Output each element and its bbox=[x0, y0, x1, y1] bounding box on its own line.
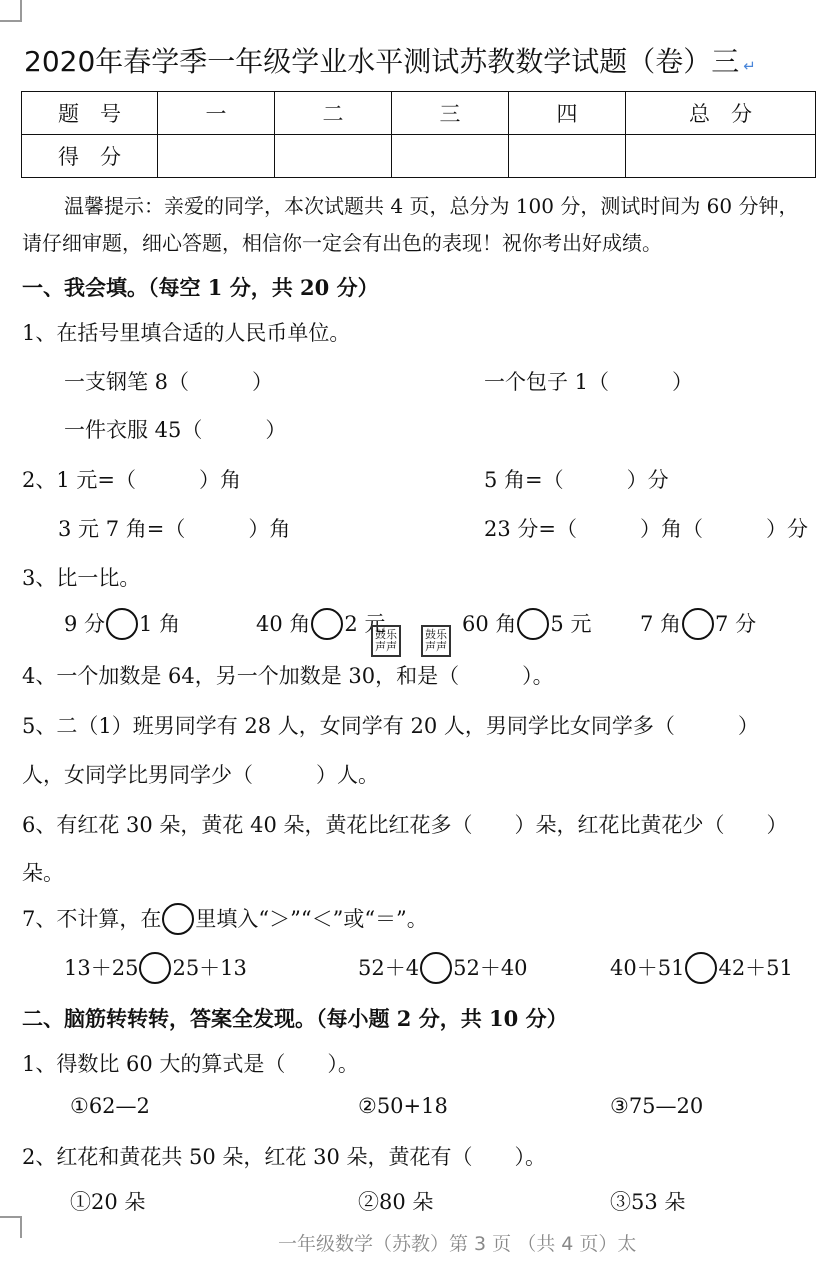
s1-q7-stem-a: 7、不计算，在 bbox=[22, 907, 162, 931]
score-blank[interactable] bbox=[275, 135, 392, 178]
stamp-seal: 鼓乐 声声 bbox=[421, 625, 451, 657]
exam-title bbox=[24, 40, 756, 80]
answer-circle[interactable] bbox=[311, 608, 343, 640]
answer-circle[interactable] bbox=[420, 952, 452, 984]
stamp-seal-2 bbox=[421, 625, 451, 657]
calc-right: 52＋40 bbox=[453, 956, 528, 980]
s2-q2-option[interactable]: ③53 朵 bbox=[610, 1190, 686, 1214]
score-cell-part1: 一 bbox=[158, 92, 275, 135]
answer-circle[interactable] bbox=[139, 952, 171, 984]
answer-circle[interactable] bbox=[682, 608, 714, 640]
calc-left: 52＋4 bbox=[358, 956, 420, 980]
calc-right: 25＋13 bbox=[172, 956, 247, 980]
intro-line-1: 温馨提示：亲爱的同学，本次试题共 4 页，总分为 100 分，测试时间为 60 分钟， bbox=[64, 194, 799, 218]
s1-q3-stem: 3、比一比。 bbox=[22, 566, 141, 590]
score-cell-part2: 二 bbox=[275, 92, 392, 135]
s1-q2-d: 23 分=（ ）角（ ）分 bbox=[484, 517, 808, 541]
score-blank[interactable] bbox=[509, 135, 626, 178]
calc-compare-item bbox=[358, 952, 528, 986]
s2-q2-option[interactable]: ①20 朵 bbox=[70, 1190, 146, 1214]
score-cell-total: 总 分 bbox=[626, 92, 816, 135]
compare-left: 40 角 bbox=[256, 612, 311, 636]
answer-circle[interactable] bbox=[106, 608, 138, 640]
return-mark: ↵ bbox=[743, 57, 756, 75]
s1-q2-b: 5 角=（ ）分 bbox=[484, 468, 669, 492]
answer-circle[interactable] bbox=[517, 608, 549, 640]
s1-q1-b: 一个包子 1（ ） bbox=[484, 370, 694, 394]
s2-q1-option[interactable]: ③75—20 bbox=[610, 1094, 704, 1118]
compare-left: 7 角 bbox=[640, 612, 682, 636]
s1-q7-stem bbox=[22, 903, 428, 937]
s2-q1-option[interactable]: ①62—2 bbox=[70, 1094, 150, 1118]
compare-item bbox=[256, 608, 385, 642]
compare-item bbox=[462, 608, 591, 642]
answer-circle[interactable] bbox=[685, 952, 717, 984]
compare-left: 9 分 bbox=[64, 612, 106, 636]
score-blank[interactable] bbox=[158, 135, 275, 178]
calc-left: 40＋51 bbox=[610, 956, 685, 980]
s1-q6-line1: 6、有红花 30 朵，黄花 40 朵，黄花比红花多（ ）朵，红花比黄花少（ ） bbox=[22, 813, 788, 837]
compare-right: 7 分 bbox=[715, 612, 757, 636]
s1-q2-a: 2、1 元=（ ）角 bbox=[22, 468, 241, 492]
score-table-score-row bbox=[22, 135, 816, 178]
compare-right: 1 角 bbox=[139, 612, 181, 636]
score-cell-part3: 三 bbox=[392, 92, 509, 135]
s1-q1-c: 一件衣服 45（ ） bbox=[64, 418, 287, 442]
s1-q1-a: 一支钢笔 8（ ） bbox=[64, 370, 274, 394]
intro-line-2: 请仔细审题，细心答题，相信你一定会有出色的表现！祝你考出好成绩。 bbox=[22, 231, 662, 255]
compare-item bbox=[64, 608, 180, 642]
page-footer: 一年级数学（苏教）第 3 页 （共 4 页）太 bbox=[278, 1233, 637, 1255]
s1-q7-stem-b: 里填入“＞”“＜”或“＝”。 bbox=[195, 907, 428, 931]
calc-left: 13＋25 bbox=[64, 956, 139, 980]
circle-symbol bbox=[162, 903, 194, 935]
exam-title-text: 2020年春学季一年级学业水平测试苏教数学试题（卷）三 bbox=[24, 45, 740, 78]
s1-q6-line2: 朵。 bbox=[22, 861, 64, 885]
s1-q5-line2: 人，女同学比男同学少（ ）人。 bbox=[22, 763, 379, 787]
stamp-seal: 鼓乐 声声 bbox=[371, 625, 401, 657]
score-cell-part4: 四 bbox=[509, 92, 626, 135]
s2-q1-option[interactable]: ②50+18 bbox=[358, 1094, 448, 1118]
calc-compare-item bbox=[64, 952, 247, 986]
score-table bbox=[21, 91, 816, 178]
compare-right: 5 元 bbox=[550, 612, 592, 636]
score-blank[interactable] bbox=[392, 135, 509, 178]
s1-q5-line1: 5、二（1）班男同学有 28 人，女同学有 20 人，男同学比女同学多（ ） bbox=[22, 714, 759, 738]
score-table-header-row bbox=[22, 92, 816, 135]
s2-q2-option[interactable]: ②80 朵 bbox=[358, 1190, 434, 1214]
s1-q1-stem: 1、在括号里填合适的人民币单位。 bbox=[22, 321, 351, 345]
s1-q2-c: 3 元 7 角=（ ）角 bbox=[58, 517, 291, 541]
s2-q2-stem: 2、红花和黄花共 50 朵，红花 30 朵，黄花有（ ）。 bbox=[22, 1145, 547, 1169]
compare-item bbox=[640, 608, 756, 642]
score-row-label: 得 分 bbox=[22, 135, 158, 178]
s2-q1-stem: 1、得数比 60 大的算式是（ ）。 bbox=[22, 1052, 359, 1076]
score-cell-label: 题 号 bbox=[22, 92, 158, 135]
stamp-seal-1 bbox=[371, 625, 401, 657]
page-corner-mark-top bbox=[0, 0, 22, 22]
section2-heading: 二、脑筋转转转，答案全发现。（每小题 2 分，共 10 分） bbox=[22, 1006, 568, 1031]
page-corner-mark-bottom bbox=[0, 1216, 22, 1238]
calc-compare-item bbox=[610, 952, 793, 986]
section1-heading: 一、我会填。（每空 1 分，共 20 分） bbox=[22, 275, 379, 300]
compare-right: 2 元 bbox=[344, 612, 386, 636]
score-blank[interactable] bbox=[626, 135, 816, 178]
s1-q4: 4、一个加数是 64，另一个加数是 30，和是（ ）。 bbox=[22, 664, 554, 688]
calc-right: 42＋51 bbox=[718, 956, 793, 980]
compare-left: 60 角 bbox=[462, 612, 517, 636]
